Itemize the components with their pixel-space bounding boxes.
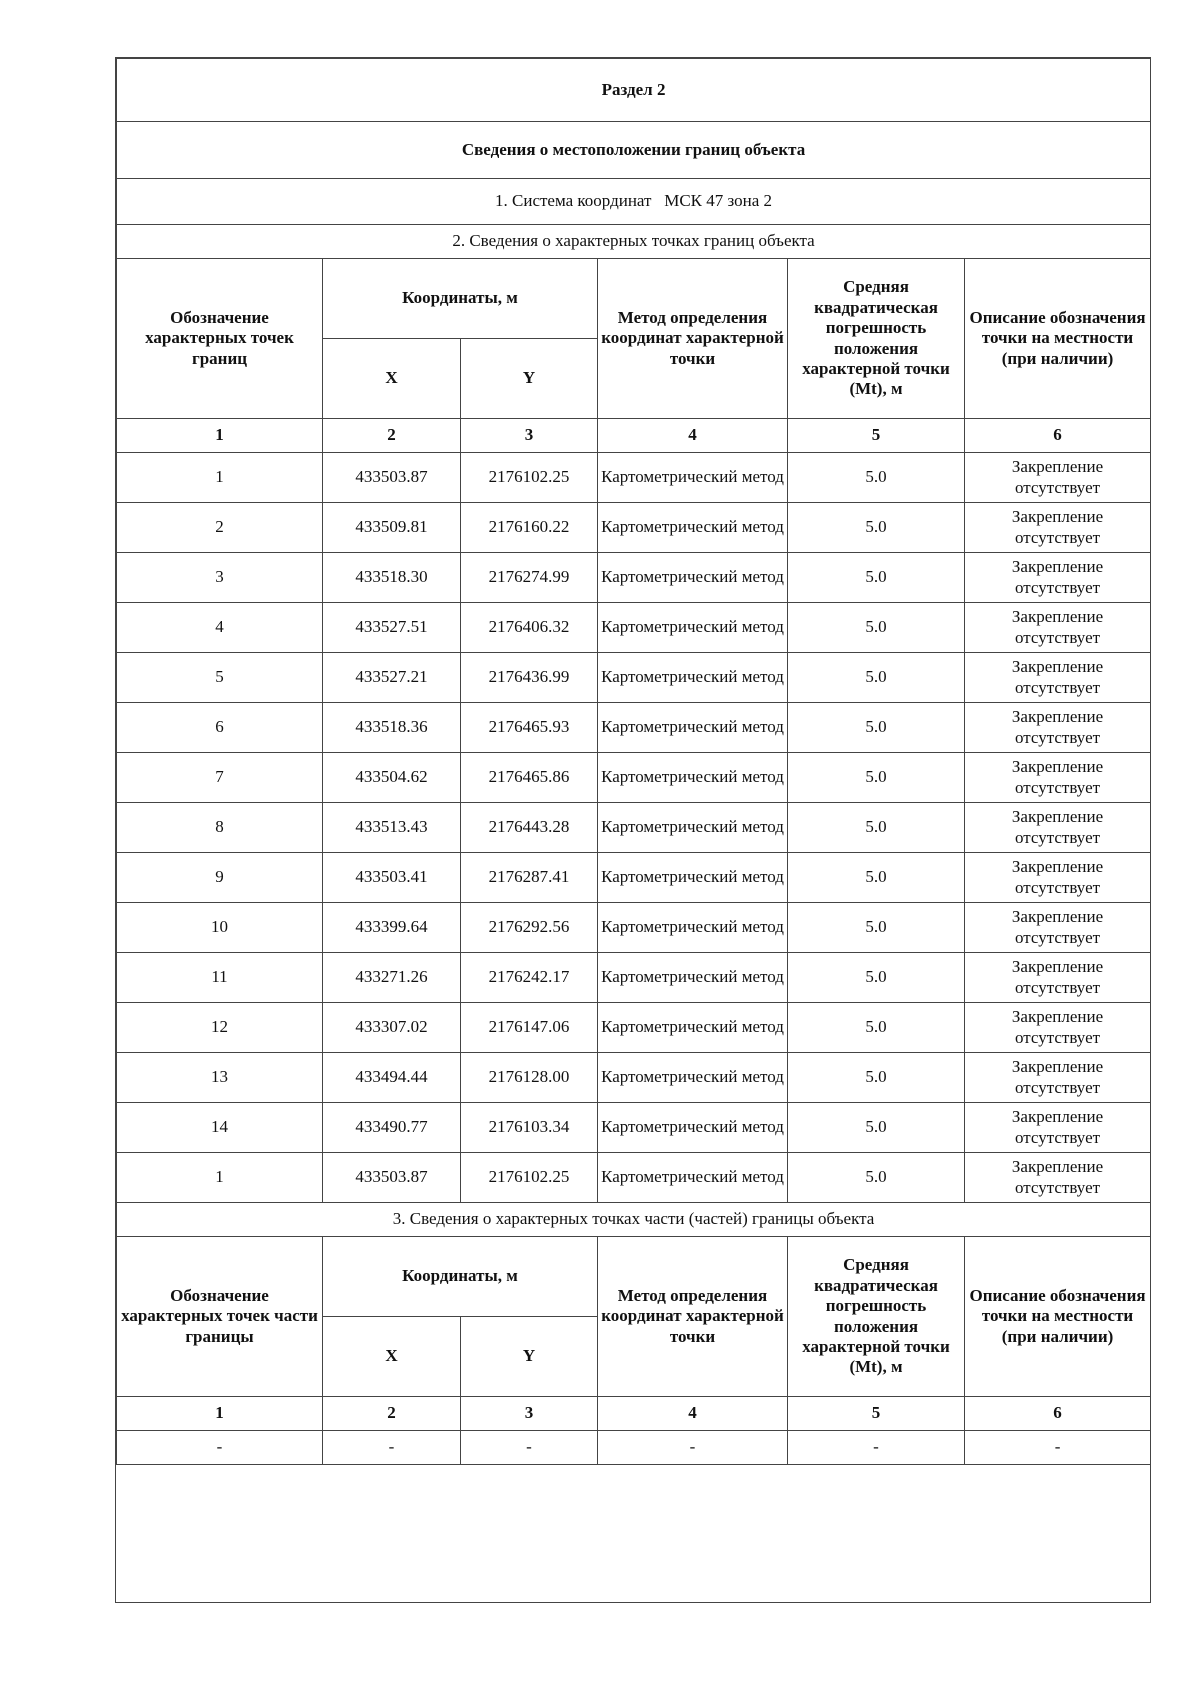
description-cell: Закрепление отсутствует <box>965 703 1151 753</box>
parts-header-error: Средняя квадратическая погрешность положения характерной точки (Mt), м <box>788 1237 965 1397</box>
point-id-cell: 14 <box>117 1103 323 1153</box>
table-row <box>117 553 1151 603</box>
empty-cell: - <box>461 1431 598 1465</box>
table-row <box>117 753 1151 803</box>
parts-header-method: Метод определения координат характерной точки <box>598 1237 788 1397</box>
points-section-label: 2. Сведения о характерных точках границ объекта <box>117 225 1151 259</box>
column-number: 2 <box>323 419 461 453</box>
header-y: Y <box>461 339 598 419</box>
error-cell: 5.0 <box>788 453 965 503</box>
empty-cell: - <box>965 1431 1151 1465</box>
table-row <box>117 653 1151 703</box>
error-cell: 5.0 <box>788 903 965 953</box>
table-row <box>117 503 1151 553</box>
coord-system-label: 1. Система координат <box>495 191 652 211</box>
y-coordinate-cell: 2176465.86 <box>461 753 598 803</box>
parts-header-designation: Обозначение характерных точек части границы <box>117 1237 323 1397</box>
description-cell: Закрепление отсутствует <box>965 953 1151 1003</box>
empty-cell: - <box>788 1431 965 1465</box>
y-coordinate-cell: 2176465.93 <box>461 703 598 753</box>
description-cell: Закрепление отсутствует <box>965 603 1151 653</box>
column-number: 1 <box>117 419 323 453</box>
error-cell: 5.0 <box>788 703 965 753</box>
point-id-cell: 13 <box>117 1053 323 1103</box>
y-coordinate-cell: 2176102.25 <box>461 453 598 503</box>
x-coordinate-cell: 433503.87 <box>323 1153 461 1203</box>
empty-cell: - <box>598 1431 788 1465</box>
table-row <box>117 603 1151 653</box>
error-cell: 5.0 <box>788 653 965 703</box>
table-row <box>117 853 1151 903</box>
column-number: 1 <box>117 1397 323 1431</box>
y-coordinate-cell: 2176242.17 <box>461 953 598 1003</box>
column-number: 3 <box>461 419 598 453</box>
point-id-cell: 12 <box>117 1003 323 1053</box>
column-number: 5 <box>788 1397 965 1431</box>
y-coordinate-cell: 2176443.28 <box>461 803 598 853</box>
parts-empty-row <box>117 1431 1151 1465</box>
parts-header-y: Y <box>461 1317 598 1397</box>
parts-header-x: X <box>323 1317 461 1397</box>
point-id-cell: 5 <box>117 653 323 703</box>
column-number: 4 <box>598 1397 788 1431</box>
header-designation: Обозначение характерных точек границ <box>117 259 323 419</box>
column-number: 5 <box>788 419 965 453</box>
table-row <box>117 1003 1151 1053</box>
table-row <box>117 903 1151 953</box>
point-id-cell: 8 <box>117 803 323 853</box>
x-coordinate-cell: 433494.44 <box>323 1053 461 1103</box>
error-cell: 5.0 <box>788 853 965 903</box>
error-cell: 5.0 <box>788 603 965 653</box>
x-coordinate-cell: 433399.64 <box>323 903 461 953</box>
column-number: 2 <box>323 1397 461 1431</box>
point-id-cell: 6 <box>117 703 323 753</box>
description-cell: Закрепление отсутствует <box>965 503 1151 553</box>
point-id-cell: 7 <box>117 753 323 803</box>
point-id-cell: 11 <box>117 953 323 1003</box>
y-coordinate-cell: 2176160.22 <box>461 503 598 553</box>
point-id-cell: 4 <box>117 603 323 653</box>
y-coordinate-cell: 2176147.06 <box>461 1003 598 1053</box>
y-coordinate-cell: 2176103.34 <box>461 1103 598 1153</box>
method-cell: Картометрический метод <box>598 703 788 753</box>
description-cell: Закрепление отсутствует <box>965 903 1151 953</box>
parts-column-numbers-row <box>117 1397 1151 1431</box>
x-coordinate-cell: 433518.30 <box>323 553 461 603</box>
description-cell: Закрепление отсутствует <box>965 1103 1151 1153</box>
description-cell: Закрепление отсутствует <box>965 1053 1151 1103</box>
parts-header-coordinates: Координаты, м <box>323 1237 598 1317</box>
section-title: Раздел 2 <box>117 59 1151 122</box>
method-cell: Картометрический метод <box>598 903 788 953</box>
document-title: Сведения о местоположении границ объекта <box>117 122 1151 179</box>
table-row <box>117 1053 1151 1103</box>
header-description: Описание обозначения точки на местности (при наличии) <box>965 259 1151 419</box>
description-cell: Закрепление отсутствует <box>965 653 1151 703</box>
header-coordinates: Координаты, м <box>323 259 598 339</box>
y-coordinate-cell: 2176102.25 <box>461 1153 598 1203</box>
method-cell: Картометрический метод <box>598 803 788 853</box>
table-row <box>117 453 1151 503</box>
header-error: Средняя квадратическая погрешность положения характерной точки (Mt), м <box>788 259 965 419</box>
parts-header-description: Описание обозначения точки на местности (при наличии) <box>965 1237 1151 1397</box>
error-cell: 5.0 <box>788 953 965 1003</box>
method-cell: Картометрический метод <box>598 503 788 553</box>
method-cell: Картометрический метод <box>598 953 788 1003</box>
x-coordinate-cell: 433527.21 <box>323 653 461 703</box>
error-cell: 5.0 <box>788 1153 965 1203</box>
point-id-cell: 1 <box>117 453 323 503</box>
x-coordinate-cell: 433307.02 <box>323 1003 461 1053</box>
description-cell: Закрепление отсутствует <box>965 803 1151 853</box>
table-row <box>117 953 1151 1003</box>
table-row <box>117 803 1151 853</box>
error-cell: 5.0 <box>788 1103 965 1153</box>
method-cell: Картометрический метод <box>598 1103 788 1153</box>
x-coordinate-cell: 433271.26 <box>323 953 461 1003</box>
table-row <box>117 703 1151 753</box>
point-id-cell: 2 <box>117 503 323 553</box>
coord-system-value: МСК 47 зона 2 <box>664 191 773 211</box>
description-cell: Закрепление отсутствует <box>965 1153 1151 1203</box>
table-row <box>117 1153 1151 1203</box>
point-id-cell: 1 <box>117 1153 323 1203</box>
method-cell: Картометрический метод <box>598 853 788 903</box>
error-cell: 5.0 <box>788 753 965 803</box>
x-coordinate-cell: 433509.81 <box>323 503 461 553</box>
table-row <box>117 1103 1151 1153</box>
x-coordinate-cell: 433490.77 <box>323 1103 461 1153</box>
method-cell: Картометрический метод <box>598 653 788 703</box>
column-number: 3 <box>461 1397 598 1431</box>
empty-cell: - <box>323 1431 461 1465</box>
y-coordinate-cell: 2176287.41 <box>461 853 598 903</box>
point-id-cell: 10 <box>117 903 323 953</box>
error-cell: 5.0 <box>788 553 965 603</box>
column-number: 6 <box>965 419 1151 453</box>
description-cell: Закрепление отсутствует <box>965 553 1151 603</box>
boundary-table <box>116 58 1151 1465</box>
column-number: 4 <box>598 419 788 453</box>
header-x: X <box>323 339 461 419</box>
x-coordinate-cell: 433504.62 <box>323 753 461 803</box>
method-cell: Картометрический метод <box>598 1003 788 1053</box>
description-cell: Закрепление отсутствует <box>965 753 1151 803</box>
method-cell: Картометрический метод <box>598 453 788 503</box>
point-id-cell: 9 <box>117 853 323 903</box>
y-coordinate-cell: 2176274.99 <box>461 553 598 603</box>
x-coordinate-cell: 433518.36 <box>323 703 461 753</box>
y-coordinate-cell: 2176436.99 <box>461 653 598 703</box>
method-cell: Картометрический метод <box>598 553 788 603</box>
column-number: 6 <box>965 1397 1151 1431</box>
x-coordinate-cell: 433503.87 <box>323 453 461 503</box>
x-coordinate-cell: 433513.43 <box>323 803 461 853</box>
column-numbers-row <box>117 419 1151 453</box>
method-cell: Картометрический метод <box>598 753 788 803</box>
empty-cell: - <box>117 1431 323 1465</box>
y-coordinate-cell: 2176128.00 <box>461 1053 598 1103</box>
description-cell: Закрепление отсутствует <box>965 853 1151 903</box>
error-cell: 5.0 <box>788 1003 965 1053</box>
method-cell: Картометрический метод <box>598 1053 788 1103</box>
x-coordinate-cell: 433527.51 <box>323 603 461 653</box>
y-coordinate-cell: 2176406.32 <box>461 603 598 653</box>
method-cell: Картометрический метод <box>598 1153 788 1203</box>
error-cell: 5.0 <box>788 1053 965 1103</box>
error-cell: 5.0 <box>788 803 965 853</box>
description-cell: Закрепление отсутствует <box>965 453 1151 503</box>
document-frame <box>115 57 1151 1603</box>
header-method: Метод определения координат характерной точки <box>598 259 788 419</box>
error-cell: 5.0 <box>788 503 965 553</box>
description-cell: Закрепление отсутствует <box>965 1003 1151 1053</box>
parts-section-label: 3. Сведения о характерных точках части (частей) границы объекта <box>117 1203 1151 1237</box>
coord-system-row <box>117 179 1151 225</box>
x-coordinate-cell: 433503.41 <box>323 853 461 903</box>
point-id-cell: 3 <box>117 553 323 603</box>
y-coordinate-cell: 2176292.56 <box>461 903 598 953</box>
method-cell: Картометрический метод <box>598 603 788 653</box>
